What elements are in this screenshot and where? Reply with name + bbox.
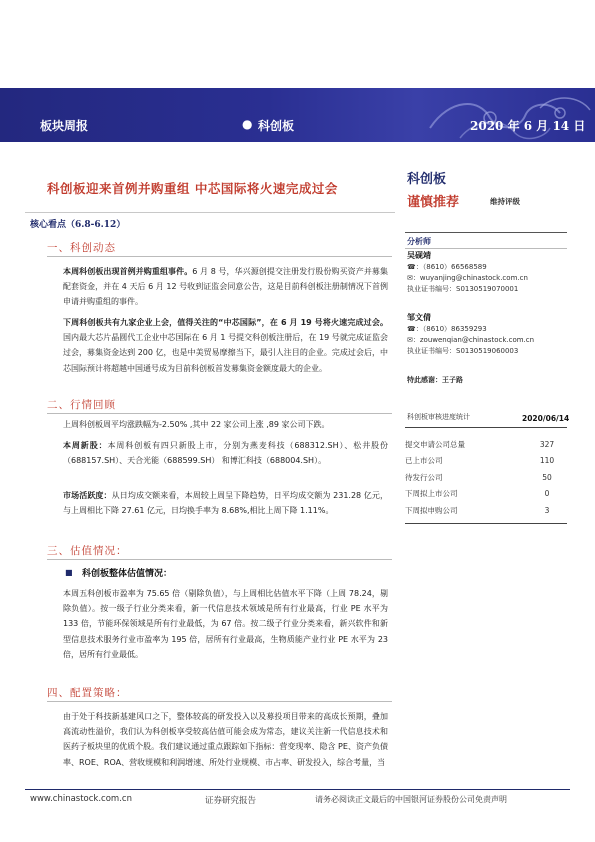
paragraph xyxy=(63,264,388,310)
analyst-phone: ☎：（8610）66568589 xyxy=(407,263,487,271)
paragraph-text: 由于处于科技新基建风口之下，整体较高的研发投入以及募投项目带来的高成长预期，叠加高流动性溢价，我们认为科创板享受较高估值可能会成为常态，建议关注新一代信息技术和医药子板块里的优质个股。我们建议通过重点跟踪如下指标：营变现率、隐含 PE、资产负债率、ROE、ROA、营收规模和利润增速、所处行业规模、市占率、研发投入，综合考量，当 xyxy=(63,712,388,767)
paragraph xyxy=(63,417,388,432)
stat-value: 3 xyxy=(544,505,550,515)
paragraph-text: 从日均成交额来看，本周较上周呈下降趋势，日平均成交额为 231.28 亿元，与上周相比下降 27.61 亿元，日均换手率为 8.68%,相比上周下降 1.11%。 xyxy=(63,491,389,516)
email-address[interactable]: zouwenqian@chinastock.com.cn xyxy=(419,336,535,344)
stats-date: 2020/06/14 xyxy=(522,414,570,423)
divider xyxy=(405,232,567,233)
phone-number: （8610）66568589 xyxy=(422,263,487,271)
sidebar-sector: 科创板 xyxy=(407,172,447,187)
analyst-cert: 执业证书编号：S0130519060003 xyxy=(407,347,519,355)
paragraph xyxy=(63,438,388,468)
email-address[interactable]: wuyanjing@chinastock.com.cn xyxy=(419,274,528,282)
analyst-cert: 执业证书编号：S0130519070001 xyxy=(407,285,519,293)
phone-icon: ☎ xyxy=(407,325,416,333)
divider xyxy=(47,701,392,702)
table-row xyxy=(405,453,567,470)
divider xyxy=(47,256,392,257)
section-title-2: 二、行情回顾 xyxy=(47,399,116,411)
paragraph-lead: 本周新股： xyxy=(63,441,108,450)
stat-label: 待发行公司 xyxy=(405,472,443,482)
mail-icon: ✉ xyxy=(407,274,413,282)
report-date: 2020 年 6 月 14 日 xyxy=(470,119,586,133)
bullet-icon: ● xyxy=(242,117,253,131)
section-title-1: 一、科创动态 xyxy=(47,242,116,254)
paragraph xyxy=(63,709,388,777)
highlights-label: 核心看点（6.8-6.12） xyxy=(30,220,126,230)
divider xyxy=(47,559,392,560)
analyst-name: 吴砚靖 xyxy=(407,251,431,260)
mail-icon: ✉ xyxy=(407,336,413,344)
paragraph-text: 本周五科创板市盈率为 75.65 倍（剔除负值），与上周相比估值水平下降（上周 78.24，剔除负值）。按一级子行业分类来看，新一代信息技术领域是所有行业最高，行业 PE 水平为 133 倍，节能环保领域是所有行业最低，为 67 倍。按二级子行业分类来看，新兴软件和新型信息技术服务行业市盈率为 195 倍，居所有行业最高，生物质能产业行业 PE 水平为 23 倍，居所有行业最低。 xyxy=(63,589,388,659)
rating-note: 维持评级 xyxy=(490,197,520,206)
paragraph xyxy=(63,586,388,662)
stat-label: 已上市公司 xyxy=(405,456,443,466)
phone-icon: ☎ xyxy=(407,263,416,271)
section-title-4: 四、配置策略： xyxy=(47,687,128,699)
footer-disclaimer: 请务必阅读正文最后的中国银河证券股份公司免责声明 xyxy=(315,795,507,804)
stat-label: 下周拟申购公司 xyxy=(405,505,458,515)
stat-value: 0 xyxy=(544,489,550,499)
paragraph-lead: 下周科创板共有九家企业上会，值得关注的“中芯国际”，在 6 月 19 号将火速完成过会。 xyxy=(63,318,388,327)
divider xyxy=(25,212,395,213)
analyst-name: 邹文倩 xyxy=(407,313,431,322)
footer-divider xyxy=(25,789,570,790)
stat-label: 提交申请公司总量 xyxy=(405,439,465,449)
paragraph xyxy=(63,488,388,518)
paragraph xyxy=(63,315,388,376)
paragraph-lead: 市场活跃度： xyxy=(63,491,112,500)
analyst-phone: ☎：（8610）86359293 xyxy=(407,325,487,333)
divider xyxy=(405,523,567,524)
stat-value: 327 xyxy=(539,439,555,449)
divider xyxy=(47,413,392,414)
stat-value: 110 xyxy=(539,456,555,466)
paragraph-text: 上周科创板周平均涨跌幅为-2.50% ,其中 22 家公司上涨 ,89 家公司下跌。 xyxy=(63,420,330,429)
footer-label: 证券研究报告 xyxy=(205,796,257,806)
table-row xyxy=(405,436,567,453)
paragraph-text: 国内最大芯片晶圆代工企业中芯国际在 6 月 1 号提交科创板注册后，在 19 号就完成证监会过会，募集资金达到 200 亿，也是中美贸易摩擦当下，最引人注目的企业。完成过会后，中芯国际预计将超越中国通号成为目前科创板首发募集资金额度最大的企业。 xyxy=(63,333,388,373)
analyst-email[interactable]: ✉：zouwenqian@chinastock.com.cn xyxy=(407,336,535,344)
stats-table xyxy=(405,436,567,519)
table-row xyxy=(405,502,567,519)
report-type: 板块周报 xyxy=(40,119,89,133)
special-thanks: 特此感谢：王子路 xyxy=(407,376,463,384)
paragraph-text: 本周科创板有四只新股上市，分别为燕麦科技（688312.SH）、松井股份（688157.SH）、天合光能（688599.SH） 和博汇科技（688004.SH）。 xyxy=(63,441,388,466)
analyst-email[interactable]: ✉：wuyanjing@chinastock.com.cn xyxy=(407,274,528,282)
stat-label: 下周拟上市公司 xyxy=(405,489,458,499)
divider xyxy=(405,248,567,249)
rating: 谨慎推荐 xyxy=(407,195,460,210)
table-row xyxy=(405,469,567,486)
table-row xyxy=(405,486,567,503)
paragraph-text: 6 月 8 号，华兴源创提交注册发行股份购买资产并募集配套资金，并在 4 天后 6 月 12 号收到证监会同意公告，这是目前科创板注册制情况下首例申请并购重组的事件。 xyxy=(63,267,389,307)
analyst-label: 分析师 xyxy=(407,237,431,246)
square-bullet-icon: ■ xyxy=(65,568,73,577)
page-title: 科创板迎来首例并购重组 中芯国际将火速完成过会 xyxy=(47,181,338,196)
phone-number: （8610）86359293 xyxy=(422,325,487,333)
divider xyxy=(405,427,567,428)
stat-value: 50 xyxy=(542,472,552,482)
stats-title: 科创板审核进度统计 xyxy=(407,413,470,421)
paragraph-lead: 本周科创板出现首例并购重组事件。 xyxy=(63,267,193,276)
footer-url[interactable]: www.chinastock.com.cn xyxy=(30,794,132,804)
sector-label: 科创板 xyxy=(258,119,295,133)
subheading: 科创板整体估值情况： xyxy=(82,569,173,579)
section-title-3: 三、估值情况： xyxy=(47,545,128,557)
